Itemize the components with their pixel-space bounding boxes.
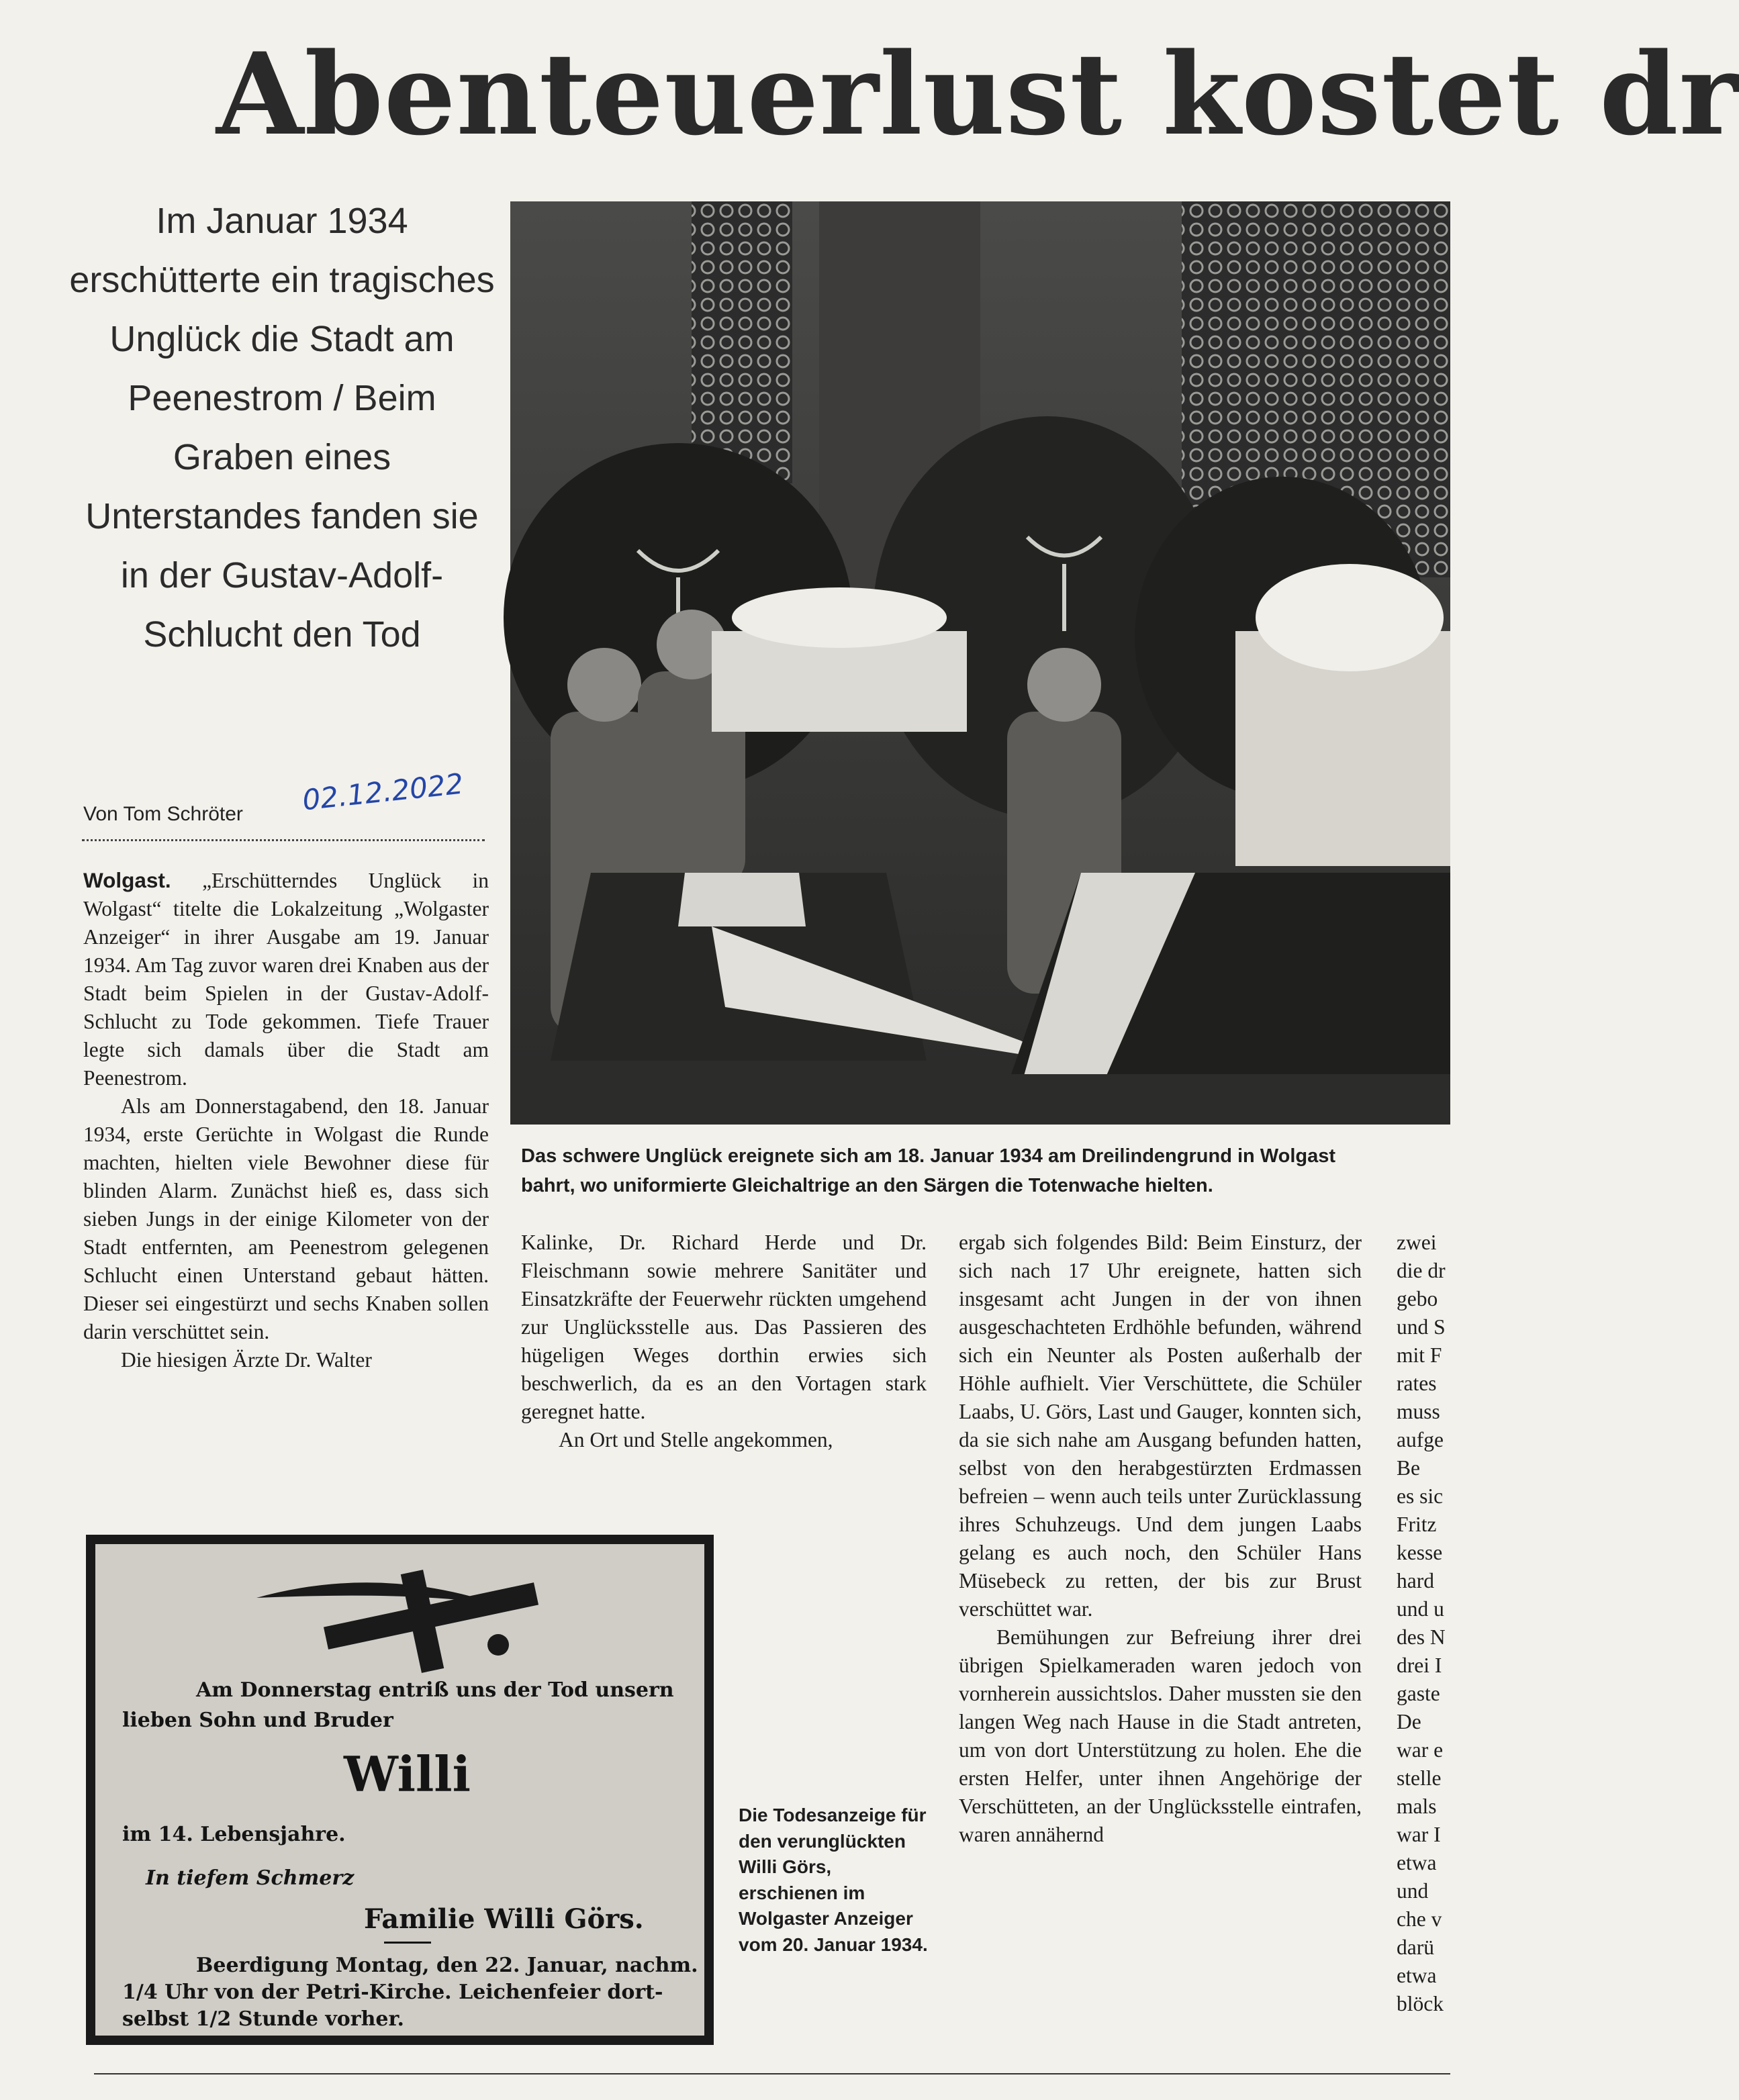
article-column-4-line: etwa	[1397, 1964, 1437, 1987]
death-notice	[86, 1535, 714, 2045]
article-column-4-line: die dr	[1397, 1259, 1446, 1282]
notice-line: lieben Sohn und Bruder	[122, 1709, 393, 1732]
article-column-1	[83, 866, 489, 1374]
article-column-2	[521, 1229, 927, 1454]
article-column-4-line: Be	[1397, 1456, 1420, 1480]
headline: Abenteuerlust kostet dr	[216, 28, 1739, 160]
article-column-4-line: es sic	[1397, 1484, 1444, 1508]
article-column-4-line: aufge	[1397, 1428, 1444, 1451]
article-column-4-line: und S	[1397, 1315, 1446, 1339]
article-column-4-line: muss	[1397, 1400, 1440, 1423]
notice-funeral: 1/4 Uhr von der Petri-Kirche. Leichenfeier dort-	[122, 1980, 663, 2004]
article-column-4-lines	[1397, 1229, 1450, 2018]
bottom-rule	[94, 2073, 1450, 2074]
article-column-4-line: Fritz	[1397, 1513, 1437, 1536]
article-paragraph: Wolgast. „Erschütterndes Unglück in Wolgast“ titelte die Lokalzeitung „Wolgaster Anzeiger“ in ihrer Ausgabe am 19. Januar 1934. Am Tag zuvor waren drei Knaben aus der Stadt beim Spielen in der Gustav-Adolf-Schlucht zu Tode gekommen. Tiefe Trauer legte sich damals über die Stadt am Peenestrom.	[83, 868, 489, 1090]
notice-funeral: Beerdigung Montag, den 22. Januar, nachm.	[196, 1954, 698, 1977]
notice-divider	[384, 1942, 431, 1944]
article-column-4-line: gebo	[1397, 1287, 1438, 1310]
notice-grief: In tiefem Schmerz	[146, 1866, 355, 1890]
article-column-4-line: und	[1397, 1879, 1429, 1903]
notice-funeral: selbst 1/2 Stunde vorher.	[122, 2007, 404, 2031]
article-paragraph: ergab sich folgendes Bild: Beim Einsturz, der sich nach 17 Uhr ereignete, hatten sich insgesamt acht Jungen in der von ihnen ausgeschachteten Erdhöhle befunden, während sich ein Neunter als Posten außerhalb der Höhle aufhielt. Vier Verschüttete, die Schüler Laabs, U. Görs, Last und Gauger, konnten sich, da sie sich nahe am Ausgang befunden hatten, selbst von den herabgestürzten Erdmassen befreien – wenn auch teils unter Zurücklassung ihres Schuhzeugs. Und dem jungen Laabs gelang es auch noch, den Schüler Hans Müsebeck zu retten, der bis zur Brust verschüttet war.	[959, 1231, 1362, 1621]
article-column-4-line: war e	[1397, 1738, 1444, 1762]
article-column-4	[1397, 1229, 1450, 2018]
notice-line: Am Donnerstag entriß uns der Tod unsern	[196, 1678, 674, 1702]
notice-family: Familie Willi Görs.	[364, 1903, 644, 1935]
article-paragraph: Bemühungen zur Befreiung ihrer drei übrigen Spielkameraden waren jedoch von vornherein aussichtslos. Daher mussten sie den langen Weg nach Hause in die Stadt antreten, um von dort Unterstützung zu holen. Ehe die ersten Helfer, unter ihnen Angehörige der Verschütteten, an der Unglücksstelle eintrafen, waren annähernd	[959, 1625, 1362, 1846]
notice-name: Willi	[344, 1746, 471, 1803]
article-column-4-line: drei I	[1397, 1654, 1442, 1677]
article-column-4-line: war I	[1397, 1823, 1441, 1846]
photo-caption	[521, 1141, 1450, 1200]
article-paragraph: An Ort und Stelle angekommen,	[559, 1428, 833, 1451]
article-column-4-line: darü	[1397, 1936, 1434, 1959]
photo-caption-line: Das schwere Unglück ereignete sich am 18. Januar 1934 am Dreilindengrund in Wolgast	[521, 1145, 1336, 1167]
article-column-4-line: des N	[1397, 1625, 1446, 1649]
byline: Von Tom Schröter	[83, 803, 243, 825]
article-paragraph: Die hiesigen Ärzte Dr. Walter	[121, 1348, 372, 1372]
dateline: Wolgast.	[83, 868, 171, 892]
article-column-4-line: stelle	[1397, 1766, 1442, 1790]
article-column-4-line: und u	[1397, 1597, 1444, 1621]
article-column-4-line: mals	[1397, 1795, 1437, 1818]
article-column-4-line: zwei	[1397, 1231, 1437, 1254]
article-column-4-line: hard	[1397, 1569, 1434, 1592]
handwritten-date: 02.12.2022	[301, 767, 465, 817]
article-column-3	[959, 1229, 1362, 1849]
funeral-photo-illustration	[510, 201, 1450, 1125]
article-column-4-line: rates	[1397, 1372, 1437, 1395]
byline-divider	[82, 839, 485, 841]
notice-caption: Die Todesanzeige für den verunglückten Willi Görs, erschienen im Wolgaster Anzeiger vom 20. Januar 1934.	[739, 1805, 928, 1955]
article-paragraph: Als am Donnerstagabend, den 18. Januar 1934, erste Gerüchte in Wolgast die Runde machten, hielten viele Bewohner diese für blinden Alarm. Zunächst hieß es, dass sich sieben Jungs in der einige Kilometer von der Stadt entfernten, am Peenestrom gelegenen Schlucht einen Unterstand gebaut hätten. Dieser sei eingestürzt und sechs Knaben sollen darin verschüttet sein.	[83, 1094, 489, 1343]
funeral-photo	[510, 201, 1450, 1125]
article-column-4-line: che v	[1397, 1907, 1442, 1931]
notice-age: im 14. Lebensjahre.	[122, 1823, 346, 1846]
article-column-4-line: kesse	[1397, 1541, 1443, 1564]
article-column-4-line: blöck	[1397, 1992, 1444, 2015]
photo-caption-line: bahrt, wo uniformierte Gleichaltrige an den Särgen die Totenwache hielten.	[521, 1175, 1213, 1196]
article-column-4-line: De	[1397, 1710, 1421, 1733]
article-column-4-line: gaste	[1397, 1682, 1440, 1705]
subheadline: Im Januar 1934 erschütterte ein tragisches Unglück die Stadt am Peenestrom / Beim Graben eines Unterstandes fanden sie in der Gustav-Adolf-Schlucht den Tod	[69, 201, 495, 655]
article-column-4-line: mit F	[1397, 1343, 1442, 1367]
article-paragraph: Kalinke, Dr. Richard Herde und Dr. Fleischmann sowie mehrere Sanitäter und Einsatzkräfte der Feuerwehr rückten umgehend zur Unglücksstelle aus. Das Passieren des hügeligen Weges dorthin erwies sich beschwerlich, da es an den Vortagen stark geregnet hatte.	[521, 1231, 927, 1423]
article-column-4-line: etwa	[1397, 1851, 1437, 1874]
cross-palm-icon	[243, 1558, 592, 1678]
